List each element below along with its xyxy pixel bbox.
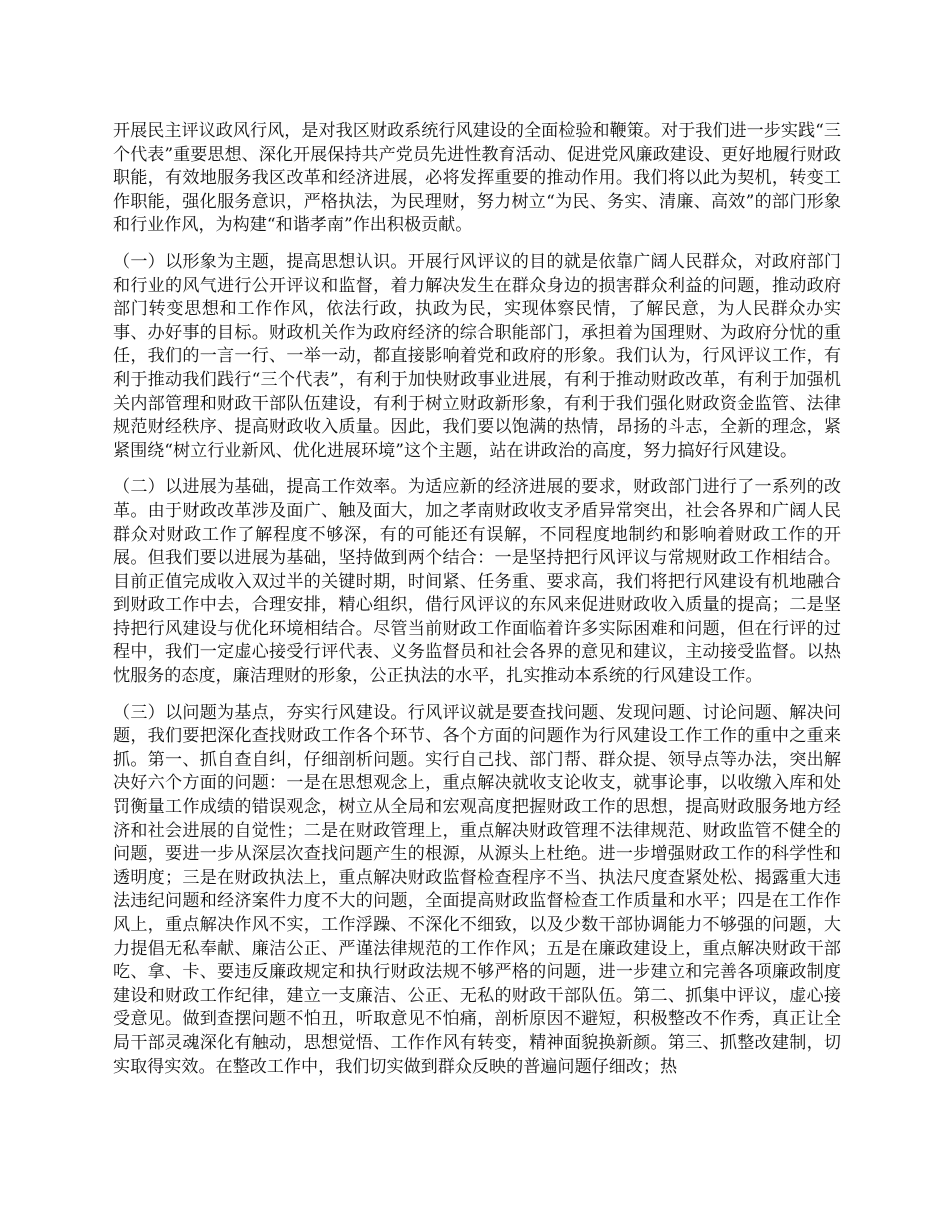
paragraph-section-3: （三）以问题为基点，夯实行风建设。行风评议就是要查找问题、发现问题、讨论问题、解决问题，我们要把深化查找财政工作各个环节、各个方面的问题作为行风建设工作工作的重中之重来抓。第一、抓自查自纠，仔细剖析问题。实行自己找、部门帮、群众提、领导点等办法，突出解决好六个方面的问题：一是在思想观念上，重点解决就收支论收支，就事论事，以收缴入库和处罚衡量工作成绩的错误观念，树立从全局和宏观高度把握财政工作的思想，提高财政服务地方经济和社会进展的自觉性；二是在财政管理上，重点解决财政管理不法律规范、财政监管不健全的问题，要进一步从深层次查找问题产生的根源，从源头上杜绝。进一步增强财政工作的科学性和透明度；三是在财政执法上，重点解决财政监督检查程序不当、执法尺度查紧处松、揭露重大违法违纪问题和经济案件力度不大的问题，全面提高财政监督检查工作质量和水平；四是在工作作风上，重点解决作风不实，工作浮躁、不深化不细致，以及少数干部协调能力不够强的问题，大力提倡无私奉献、廉洁公正、严谨法律规范的工作作风；五是在廉政建设上，重点解决财政干部吃、拿、卡、要违反廉政规定和执行财政法规不够严格的问题，进一步建立和完善各项廉政制度建设和财政工作纪律，建立一支廉洁、公正、无私的财政干部队伍。第二、抓集中评议，虚心接受意见。做到查摆问题不怕丑，听取意见不怕痛，剖析原因不避短，积极整改不作秀，真正让全局干部灵魂深化有触动，思想觉悟、工作作风有转变，精神面貌换新颜。第三、抓整改建制，切实取得实效。在整改工作中，我们切实做到群众反映的普遍问题仔细改；热 <box>113 702 841 1077</box>
paragraph-intro: 开展民主评议政风行风，是对我区财政系统行风建设的全面检验和鞭策。对于我们进一步实践“三个代表”重要思想、深化开展保持共产党员先进性教育活动、促进党风廉政建设、更好地履行财政职能，有效地服务我区改革和经济进展，必将发挥重要的推动作用。我们将以此为契机，转变工作职能，强化服务意识，严格执法，为民理财，努力树立“为民、务实、清廉、高效”的部门形象和行业作风，为构建“和谐孝南”作出积极贡献。 <box>113 121 841 236</box>
document-page <box>113 120 841 1092</box>
paragraph-section-1: （一）以形象为主题，提高思想认识。开展行风评议的目的就是依靠广阔人民群众，对政府部门和行业的风气进行公开评议和监督，着力解决发生在群众身边的损害群众利益的问题，推动政府部门转变思想和工作作风，依法行政，执政为民，实现体察民情，了解民意，为人民群众办实事、办好事的目标。财政机关作为政府经济的综合职能部门，承担着为国理财、为政府分忧的重任，我们的一言一行、一举一动，都直接影响着党和政府的形象。我们认为，行风评议工作，有利于推动我们践行“三个代表”，有利于加快财政事业进展，有利于推动财政改革，有利于加强机关内部管理和财政干部队伍建设，有利于树立财政新形象，有利于我们强化财政资金监管、法律规范财经秩序、提高财政收入质量。因此，我们要以饱满的热情，昂扬的斗志，全新的理念，紧紧围绕“树立行业新风、优化进展环境”这个主题，站在讲政治的高度，努力搞好行风建设。 <box>113 251 841 461</box>
paragraph-section-2: （二）以进展为基础，提高工作效率。为适应新的经济进展的要求，财政部门进行了一系列的改革。由于财政改革涉及面广、触及面大，加之孝南财政收支矛盾异常突出，社会各界和广阔人民群众对财政工作了解程度不够深，有的可能还有误解，不同程度地制约和影响着财政工作的开展。但我们要以进展为基础，坚持做到两个结合：一是坚持把行风评议与常规财政工作相结合。目前正值完成收入双过半的关键时期，时间紧、任务重、要求高，我们将把行风建设有机地融合到财政工作中去，合理安排，精心组织，借行风评议的东风来促进财政收入质量的提高；二是坚持把行风建设与优化环境相结合。尽管当前财政工作面临着许多实际困难和问题，但在行评的过程中，我们一定虚心接受行评代表、义务监督员和社会各界的意见和建议，主动接受监督。以热忱服务的态度，廉洁理财的形象，公正执法的水平，扎实推动本系统的行风建设工作。 <box>113 477 841 687</box>
